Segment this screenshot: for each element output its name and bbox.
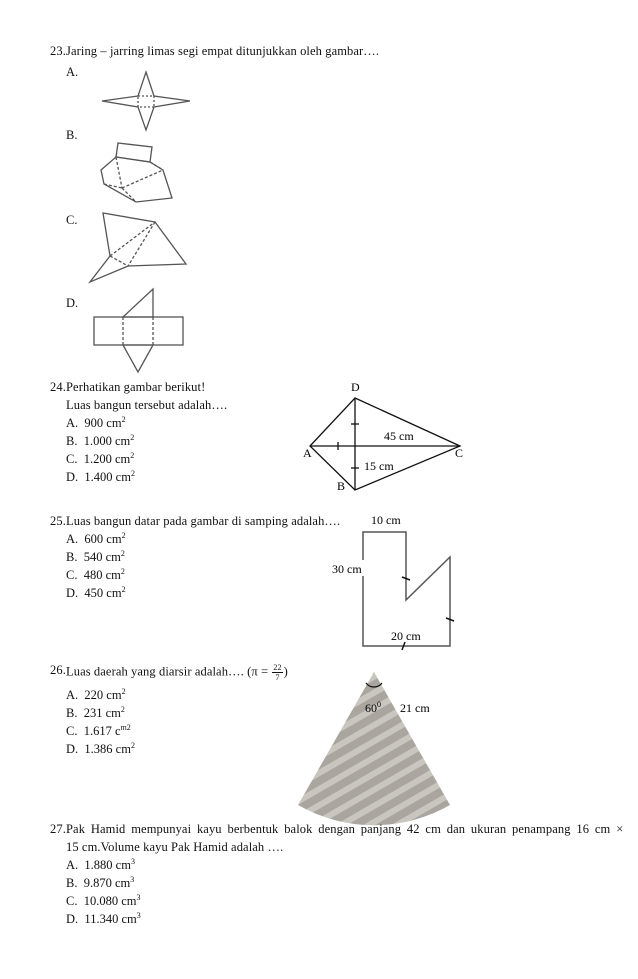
q27-option-b-exp: 3: [130, 874, 135, 884]
q27-number: 27.: [50, 822, 66, 836]
q24-option-c-letter: C.: [66, 452, 78, 466]
q23-option-b-letter[interactable]: B.: [66, 128, 78, 142]
q25-option-b-value: 540 cm: [83, 550, 121, 564]
q27-option-a-letter: A.: [66, 858, 79, 872]
q26-option-d-letter: D.: [66, 742, 79, 756]
q25-option-b-exp: 2: [120, 548, 125, 558]
q26-option-b-exp: 2: [120, 704, 125, 714]
q23-option-d-letter[interactable]: D.: [66, 296, 79, 310]
q23-option-a-letter[interactable]: A.: [66, 65, 79, 79]
q24-option-b-value: 1.000 cm: [83, 434, 131, 448]
q24-length-15: 15 cm: [364, 459, 394, 473]
q27-option-a-exp: 3: [130, 856, 135, 866]
q27-option-b-value: 9.870 cm: [83, 876, 131, 890]
q24-length-45: 45 cm: [384, 429, 414, 443]
q26-option-a-letter: A.: [66, 688, 79, 702]
q26-pi-open: (π =: [247, 664, 269, 679]
q25-number: 25.: [50, 514, 66, 528]
q25-option-d-value: 450 cm: [84, 586, 122, 600]
q24-label-a: A: [303, 446, 312, 460]
q24-option-b-exp: 2: [130, 432, 135, 442]
q26-angle-label: $60^0$: [365, 700, 381, 715]
q26-option-a-value: 220 cm: [84, 688, 122, 702]
q27-option-c[interactable]: [66, 894, 141, 909]
q27-option-d[interactable]: [66, 912, 141, 927]
q27-option-b[interactable]: [66, 876, 134, 891]
q25-option-c-exp: 2: [120, 566, 125, 576]
q26-question: Luas daerah yang diarsir adalah….: [66, 664, 244, 679]
q27-option-c-letter: C.: [66, 894, 78, 908]
q25-option-a-value: 600 cm: [84, 532, 122, 546]
q24-option-a-value: 900 cm: [84, 416, 122, 430]
q25-option-d-letter: D.: [66, 586, 79, 600]
q25-option-a-exp: 2: [121, 530, 126, 540]
q24-option-c-exp: 2: [130, 450, 135, 460]
q27-option-a[interactable]: [66, 858, 135, 873]
q24-label-c: C: [455, 446, 464, 460]
q24-option-c-value: 1.200 cm: [83, 452, 131, 466]
q27-option-c-value: 10.080 cm: [83, 894, 137, 908]
q23-number: 23.: [50, 44, 66, 58]
q25-option-a-letter: A.: [66, 532, 79, 546]
q25-option-c-letter: C.: [66, 568, 78, 582]
q27-option-b-letter: B.: [66, 876, 78, 890]
q24-text: Perhatikan gambar berikut!: [66, 380, 206, 394]
q24-label-b: B: [337, 479, 346, 493]
q25-text: Luas bangun datar pada gambar di samping adalah….: [66, 514, 341, 528]
q24-option-d-exp: 2: [130, 468, 135, 478]
q27-option-c-exp: 3: [136, 892, 141, 902]
q25-label-left: 30 cm: [332, 562, 362, 576]
q26-option-c-letter: C.: [66, 724, 78, 738]
q26-option-b-value: 231 cm: [83, 706, 121, 720]
q24-option-a-exp: 2: [121, 414, 126, 424]
q27-option-d-exp: 3: [136, 910, 141, 920]
q24-number: 24.: [50, 380, 66, 394]
q25-label-top: 10 cm: [371, 513, 401, 527]
q26-radius-label: 21 cm: [400, 701, 430, 715]
q26-option-c-exp: m2: [120, 722, 131, 732]
q26-pi-denominator: 7: [275, 673, 280, 682]
q26-option-b-letter: B.: [66, 706, 78, 720]
q24-option-d-value: 1.400 cm: [84, 470, 131, 484]
q27-option-d-letter: D.: [66, 912, 79, 926]
q25-option-c-value: 480 cm: [83, 568, 121, 582]
q25-option-b-letter: B.: [66, 550, 78, 564]
q24-option-b-letter: B.: [66, 434, 78, 448]
q24-subtext: Luas bangun tersebut adalah….: [66, 398, 228, 412]
q26-option-a-exp: 2: [121, 686, 126, 696]
q24-option-a-letter: A.: [66, 416, 79, 430]
q26-number: 26.: [50, 663, 66, 677]
q26-pi-numerator: 22: [273, 663, 282, 672]
q27-option-a-value: 1.880 cm: [84, 858, 131, 872]
q23-text: Jaring – jarring limas segi empat ditunjukkan oleh gambar….: [66, 44, 380, 58]
q26-option-d-exp: 2: [130, 740, 135, 750]
q26-option-d-value: 1.386 cm: [84, 742, 131, 756]
q24-label-d: D: [351, 380, 360, 394]
q27-option-d-value: 11.340 cm: [84, 912, 137, 926]
q27-text: Pak Hamid mempunyai kayu berbentuk balok dengan panjang 42 cm dan ukuran penampang 16 cm ×: [66, 822, 624, 836]
q27-text-line2: 15 cm.Volume kayu Pak Hamid adalah ….: [66, 840, 284, 854]
q26-pi-close: ): [283, 664, 288, 679]
q25-label-bottom: 20 cm: [391, 629, 421, 643]
q26-option-c-value: 1.617 c: [83, 724, 121, 738]
q26-shaded-sector: [298, 672, 450, 825]
q23-option-c-letter[interactable]: C.: [66, 213, 78, 227]
q24-option-d-letter: D.: [66, 470, 79, 484]
q25-option-d-exp: 2: [121, 584, 126, 594]
